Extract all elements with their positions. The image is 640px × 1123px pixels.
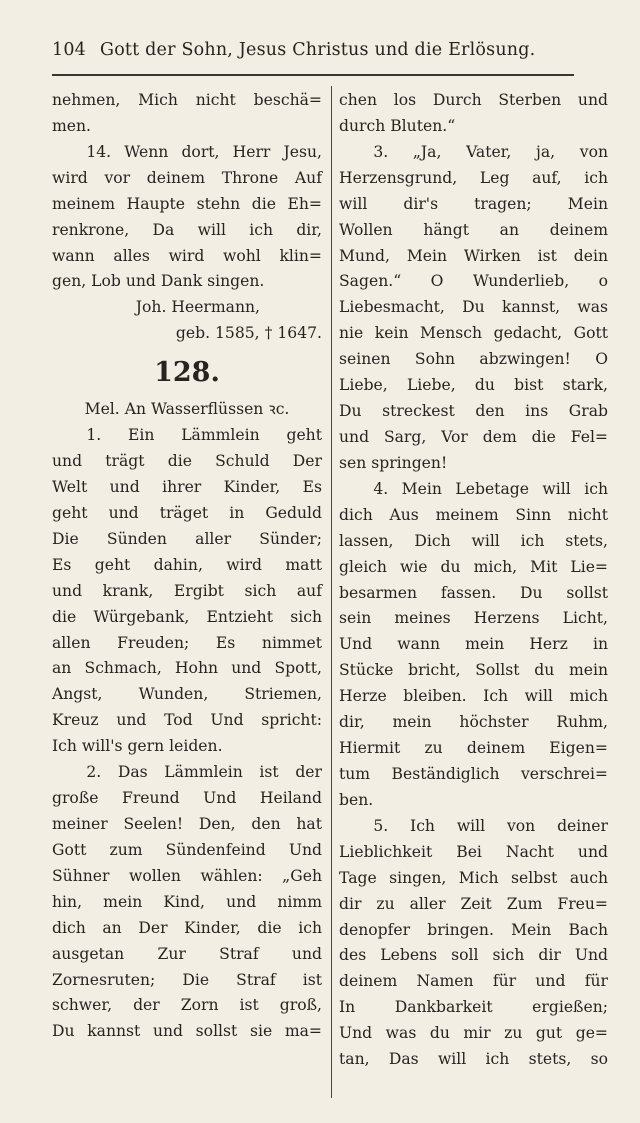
text-line: Wollen hängt an deinem	[339, 220, 608, 239]
text-line: tum Beständiglich verschrei=	[339, 764, 608, 783]
text-line: renkrone, Da will ich dir,	[52, 220, 322, 239]
text-line: sein meines Herzens Licht,	[339, 609, 608, 628]
author-name: Joh. Heermann,	[135, 298, 260, 317]
text-line: Liebesmacht, Du kannst, was	[339, 298, 608, 317]
running-title: Gott der Sohn, Jesus Christus und die Erlösung.	[100, 40, 536, 60]
text-line: tan, Das will ich stets, so	[339, 1050, 608, 1069]
text-line: chen los Durch Sterben und	[339, 91, 608, 109]
text-line: Kreuz und Tod Und spricht:	[52, 711, 322, 730]
text-line: schwer, der Zorn ist groß,	[52, 996, 322, 1015]
text-line: geht und träget in Geduld	[52, 503, 322, 522]
text-line: sen springen!	[339, 453, 448, 472]
text-line: ausgetan Zur Straf und	[52, 944, 322, 963]
text-line: Herzensgrund, Leg auf, ich	[339, 168, 608, 187]
text-line: Du streckest den ins Grab	[339, 402, 608, 421]
text-line: gleich wie du mich, Mit Lie=	[339, 557, 608, 576]
stanza-start-line: 1. Ein Lämmlein geht	[86, 426, 322, 445]
text-line: durch Bluten.“	[339, 116, 456, 135]
right-column	[339, 88, 608, 1073]
text-line: dir, mein höchster Ruhm,	[339, 713, 608, 732]
text-line: In Dankbarkeit ergießen;	[339, 998, 608, 1017]
left-column	[52, 88, 322, 1045]
melody-line: Mel. An Wasserflüssen ꝛc.	[84, 400, 290, 419]
column-divider	[331, 86, 332, 1098]
text-line: Und was du mir zu gut ge=	[339, 1024, 608, 1043]
text-line: Gott zum Sündenfeind Und	[52, 840, 322, 859]
header-rule	[52, 74, 574, 76]
text-line: hin, mein Kind, und nimm	[52, 892, 322, 911]
stanza-start-line: 4. Mein Lebetage will ich	[373, 479, 608, 498]
text-line: wird vor deinem Throne Auf	[52, 168, 322, 187]
text-line: denopfer bringen. Mein Bach	[339, 920, 608, 939]
page-number: 104	[52, 40, 87, 60]
text-line: Sagen.“ O Wunderlieb, o	[339, 272, 608, 291]
text-line: Angst, Wunden, Striemen,	[52, 685, 322, 704]
author-dates: geb. 1585, † 1647.	[175, 324, 322, 343]
text-line: ben.	[339, 790, 374, 809]
text-line: Du kannst und sollst sie ma=	[52, 1022, 322, 1041]
stanza-start-line: 14. Wenn dort, Herr Jesu,	[86, 142, 322, 161]
text-line: Und wann mein Herz in	[339, 635, 608, 654]
text-line: nehmen, Mich nicht beschä=	[52, 91, 322, 109]
stanza-start-line: 2. Das Lämmlein ist der	[86, 763, 322, 782]
text-line: an Schmach, Hohn und Spott,	[52, 659, 322, 678]
text-line: will dir's tragen; Mein	[339, 194, 608, 213]
text-line: die Würgebank, Entzieht sich	[52, 607, 322, 626]
text-line: Lieblichkeit Bei Nacht und	[339, 842, 608, 861]
text-line: Zornesruten; Die Straf ist	[52, 970, 322, 989]
text-line: Es geht dahin, wird matt	[52, 555, 322, 574]
text-line: des Lebens soll sich dir Und	[339, 946, 608, 965]
text-line: große Freund Und Heiland	[52, 789, 322, 808]
text-line: lassen, Dich will ich stets,	[339, 531, 608, 550]
text-line: dich Aus meinem Sinn nicht	[339, 505, 608, 524]
hymn-number: 128.	[154, 357, 220, 389]
text-line: Ich will's gern leiden.	[52, 737, 223, 756]
text-line: und krank, Ergibt sich auf	[52, 581, 322, 600]
text-line: Die Sünden aller Sünder;	[52, 529, 322, 548]
text-line: nie kein Mensch gedacht, Gott	[339, 324, 608, 343]
text-line: besarmen fassen. Du sollst	[339, 583, 608, 602]
text-line: Hiermit zu deinem Eigen=	[339, 739, 608, 758]
text-line: dir zu aller Zeit Zum Freu=	[339, 894, 608, 913]
text-line: Tage singen, Mich selbst auch	[339, 868, 608, 887]
text-line: Stücke bricht, Sollst du mein	[339, 661, 608, 680]
text-line: meiner Seelen! Den, den hat	[52, 814, 322, 833]
stanza-start-line: 3. „Ja, Vater, ja, von	[373, 142, 608, 161]
text-line: und Sarg, Vor dem die Fel=	[339, 427, 608, 446]
text-line: deinem Namen für und für	[339, 972, 608, 991]
text-line: Liebe, Liebe, du bist stark,	[339, 376, 608, 395]
text-line: Sühner wollen wählen: „Geh	[52, 866, 322, 885]
text-line: men.	[52, 116, 92, 135]
text-line: dich an Der Kinder, die ich	[52, 918, 322, 937]
stanza-start-line: 5. Ich will von deiner	[373, 816, 608, 835]
running-header	[52, 40, 572, 60]
text-line: wann alles wird wohl klin=	[52, 246, 322, 265]
text-line: meinem Haupte stehn die Eh=	[52, 194, 322, 213]
text-line: und trägt die Schuld Der	[52, 452, 322, 471]
text-line: Mund, Mein Wirken ist dein	[339, 246, 608, 265]
text-line: Welt und ihrer Kinder, Es	[52, 477, 322, 496]
text-line: gen, Lob und Dank singen.	[52, 272, 265, 291]
text-line: seinen Sohn abzwingen! O	[339, 350, 608, 369]
text-line: Herze bleiben. Ich will mich	[339, 687, 608, 706]
text-line: allen Freuden; Es nimmet	[52, 633, 322, 652]
